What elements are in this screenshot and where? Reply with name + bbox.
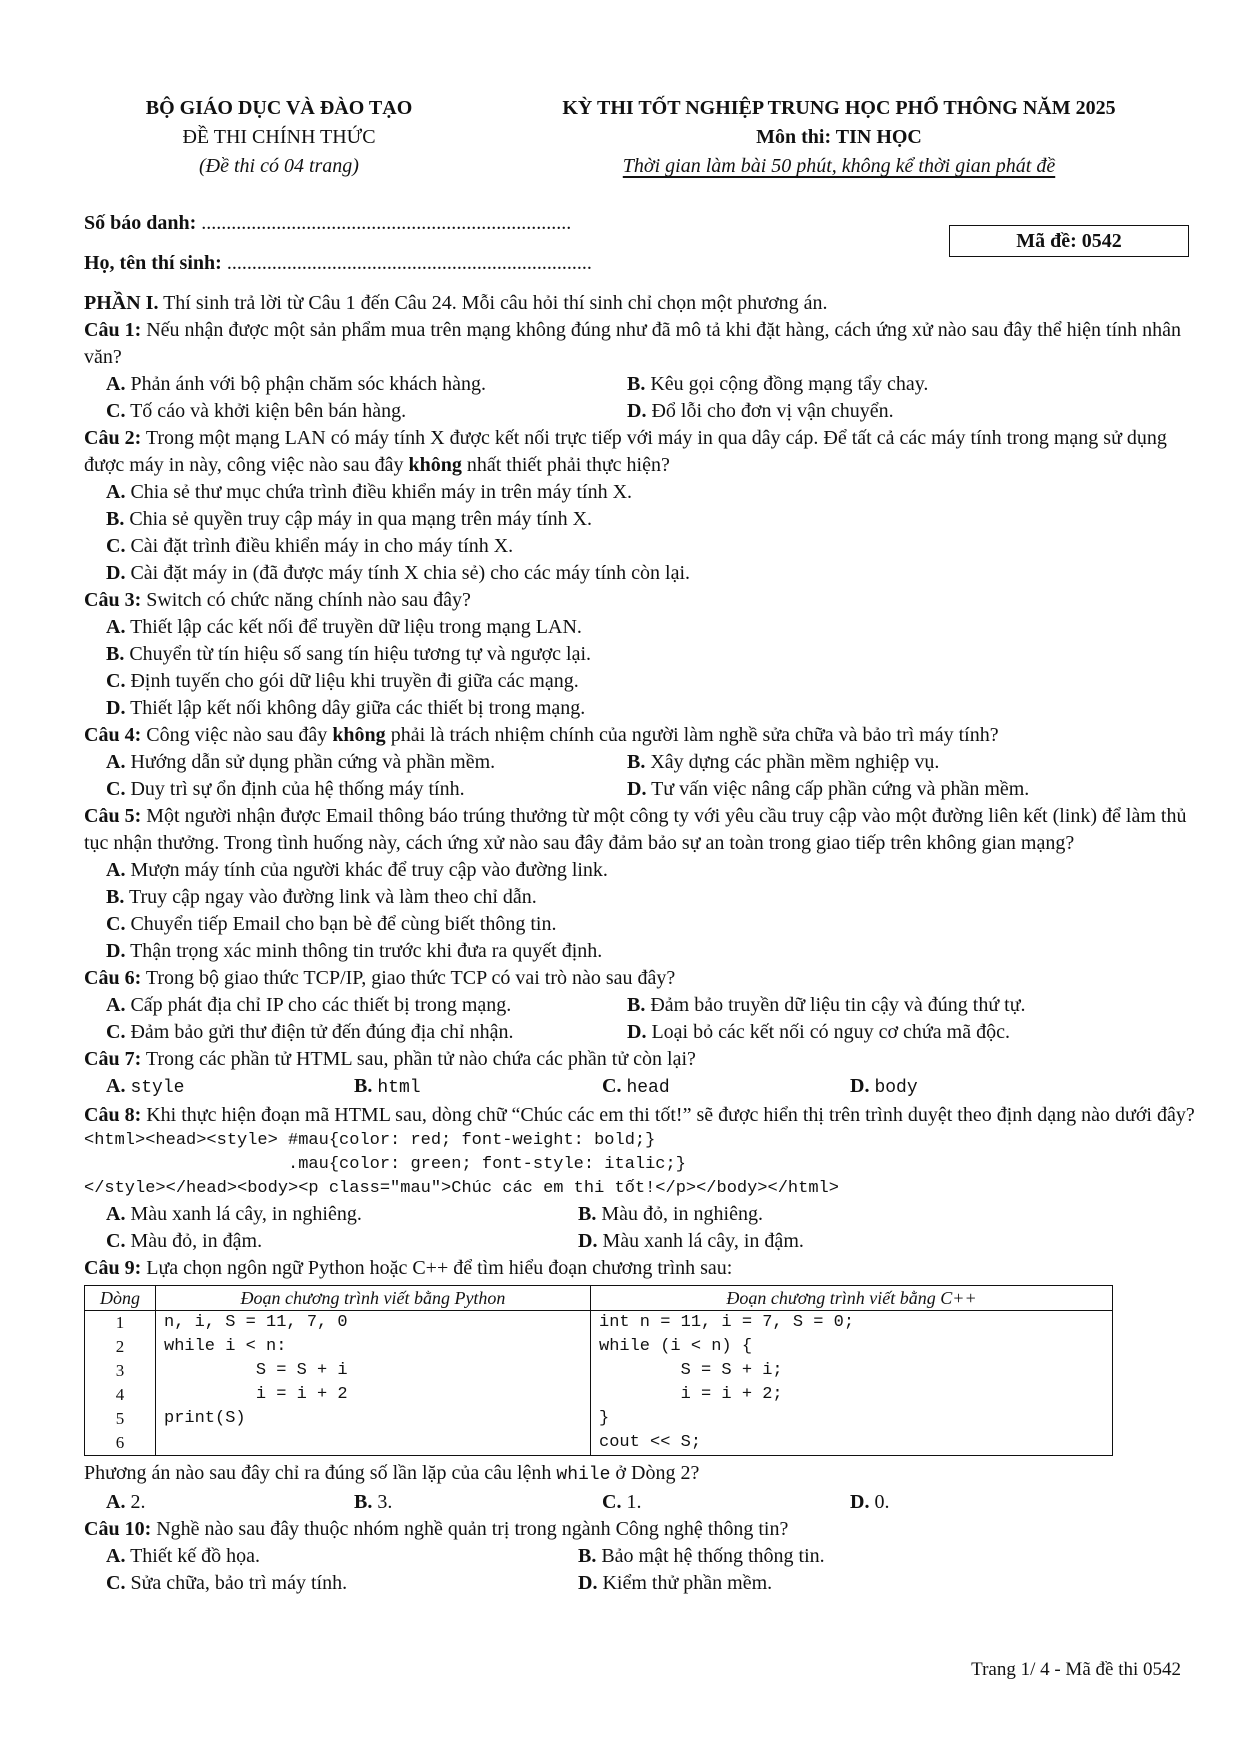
q5-option-c: C. Chuyển tiếp Email cho bạn bè để cùng biết thông tin. — [106, 913, 557, 935]
q6-option-b: B. Đảm bảo truyền dữ liệu tin cậy và đúng thứ tự. — [627, 994, 1026, 1016]
q5-label: Câu 5: — [84, 805, 142, 827]
q9-python-code: n, i, S = 11, 7, 0 while i < n: S = S + i i = i + 2 print(S) — [156, 1311, 591, 1456]
q6-options-row1 — [84, 992, 1202, 1019]
q9-option-d: D. 0. — [850, 1491, 890, 1513]
q3-option-d: D. Thiết lập kết nối không dây giữa các thiết bị trong mạng. — [106, 697, 586, 719]
q8-code-line-1: <html><head><style> #mau{color: red; font-weight: bold;} — [84, 1131, 656, 1150]
q6-option-d: D. Loại bỏ các kết nối có nguy cơ chứa mã độc. — [627, 1021, 1010, 1043]
q6-options-row2 — [84, 1019, 1202, 1046]
q9-code-rows — [85, 1311, 1113, 1456]
exam-code-box: Mã đề: 0542 — [949, 225, 1189, 257]
question-6: Câu 6: Trong bộ giao thức TCP/IP, giao thức TCP có vai trò nào sau đây? — [84, 967, 676, 989]
q5-option-d: D. Thận trọng xác minh thông tin trước khi đưa ra quyết định. — [106, 940, 603, 962]
question-5: Câu 5: Một người nhận được Email thông báo trúng thưởng từ một công ty với yêu cầu truy cập vào một đường liên kết (link) để làm thủ tục nhận thưởng. Trong tình huống này, cách ứng xử nào sau đây đảm bảo sự an toàn trong giao tiếp trên không gian mạng? — [84, 805, 1187, 854]
q8-code-line-2: .mau{color: green; font-style: italic;} — [84, 1155, 686, 1174]
q2-option-a: A. Chia sẻ thư mục chứa trình điều khiển máy in trên máy tính X. — [106, 481, 633, 503]
q9-code-table — [84, 1285, 1113, 1456]
q3-option-b: B. Chuyển từ tín hiệu số sang tín hiệu tương tự và ngược lại. — [106, 643, 592, 665]
q2-option-d: D. Cài đặt máy in (đã được máy tính X chia sẻ) cho các máy tính còn lại. — [106, 562, 691, 584]
q9-label: Câu 9: — [84, 1257, 142, 1279]
candidate-id-line — [84, 212, 571, 235]
q1-text: Nếu nhận được một sản phẩm mua trên mạng không đúng như đã mô tả khi đặt hàng, cách ứng xử nào sau đây thể hiện tính nhân văn? — [84, 319, 1182, 368]
q4-option-a: A. Hướng dẫn sử dụng phần cứng và phần mềm. — [106, 751, 496, 773]
q4-option-c: C. Duy trì sự ổn định của hệ thống máy tính. — [106, 778, 465, 800]
exam-content — [84, 290, 1202, 1597]
question-2: Câu 2: Trong một mạng LAN có máy tính X được kết nối trực tiếp với máy in qua dây cáp. Để tất cả các máy tính trong mạng sử dụng được máy in này, công việc nào sau đây không nhất thiết phải thực hiện? — [84, 427, 1167, 476]
q10-option-d: D. Kiểm thử phần mềm. — [578, 1572, 773, 1594]
q6-label: Câu 6: — [84, 967, 142, 989]
q4-options-row2 — [84, 776, 1202, 803]
q7-option-c: C. head — [602, 1075, 670, 1098]
candidate-name-line — [84, 252, 592, 275]
q3-option-c: C. Định tuyến cho gói dữ liệu khi truyền đi giữa các mạng. — [106, 670, 579, 692]
q8-option-c: C. Màu đỏ, in đậm. — [106, 1230, 263, 1252]
q8-option-a: A. Màu xanh lá cây, in nghiêng. — [106, 1203, 362, 1225]
q9-cpp-code: int n = 11, i = 7, S = 0; while (i < n) { S = S + i; i = i + 2; } cout << S; — [591, 1311, 1113, 1456]
q6-option-a: A. Cấp phát địa chỉ IP cho các thiết bị trong mạng. — [106, 994, 512, 1016]
q9-line-numbers: 1 2 3 4 5 6 — [85, 1311, 156, 1456]
q7-option-b: B. html — [354, 1075, 421, 1098]
part1-heading — [84, 290, 1202, 317]
part1-label: PHẦN I. — [84, 292, 159, 314]
q2-option-b: B. Chia sẻ quyền truy cập máy in qua mạng trên máy tính X. — [106, 508, 593, 530]
q2-label: Câu 2: — [84, 427, 142, 449]
q3-label: Câu 3: — [84, 589, 142, 611]
q10-option-b: B. Bảo mật hệ thống thông tin. — [578, 1545, 825, 1567]
q8-label: Câu 8: — [84, 1104, 142, 1126]
question-3: Câu 3: Switch có chức năng chính nào sau đây? — [84, 589, 471, 611]
candidate-id-label: Số báo danh: — [84, 212, 197, 234]
page-footer: Trang 1/ 4 - Mã đề thi 0542 — [971, 1659, 1181, 1680]
q10-option-c: C. Sửa chữa, bảo trì máy tính. — [106, 1572, 348, 1594]
q7-option-a: A. style — [106, 1075, 185, 1098]
pages-note: (Đề thi có 04 trang) — [199, 155, 359, 177]
q9-question: Phương án nào sau đây chỉ ra đúng số lần lặp của câu lệnh while ở Dòng 2? — [84, 1462, 700, 1485]
q2-option-c: C. Cài đặt trình điều khiển máy in cho máy tính X. — [106, 535, 514, 557]
q9-table-header — [85, 1286, 1113, 1311]
q9-col-python: Đoạn chương trình viết bằng Python — [156, 1286, 591, 1311]
q9-option-a: A. 2. — [106, 1491, 146, 1513]
q4-options-row1 — [84, 749, 1202, 776]
q4-label: Câu 4: — [84, 724, 142, 746]
q5-option-a: A. Mượn máy tính của người khác để truy cập vào đường link. — [106, 859, 608, 881]
q1-option-d: D. Đổ lỗi cho đơn vị vận chuyển. — [627, 400, 894, 422]
q4-option-b: B. Xây dựng các phần mềm nghiệp vụ. — [627, 751, 940, 773]
q10-options-row2 — [84, 1570, 1202, 1597]
q1-options-row2 — [84, 398, 1202, 425]
question-10: Câu 10: Nghề nào sau đây thuộc nhóm nghề quản trị trong ngành Công nghệ thông tin? — [84, 1518, 789, 1540]
candidate-name-dots: ......................................................................... — [226, 252, 592, 274]
candidate-id-dots: .......................................................................... — [201, 212, 572, 234]
part1-text: Thí sinh trả lời từ Câu 1 đến Câu 24. Mỗi câu hỏi thí sinh chỉ chọn một phương án. — [158, 292, 828, 314]
question-1 — [84, 317, 1202, 371]
q7-label: Câu 7: — [84, 1048, 142, 1070]
q1-option-a: A. Phản ánh với bộ phận chăm sóc khách hàng. — [106, 373, 486, 395]
exam-type: ĐỀ THI CHÍNH THỨC — [182, 126, 376, 148]
question-8: Câu 8: Khi thực hiện đoạn mã HTML sau, dòng chữ “Chúc các em thi tốt!” sẽ được hiển thị trên trình duyệt theo định dạng nào dưới đây? — [84, 1104, 1195, 1126]
q9-col-line: Dòng — [85, 1286, 156, 1311]
q1-options-row1 — [84, 371, 1202, 398]
q8-code-line-3: </style></head><body><p class="mau">Chúc các em thi tốt!</p></body></html> — [84, 1179, 839, 1198]
q8-option-b: B. Màu đỏ, in nghiêng. — [578, 1203, 763, 1225]
q7-option-d: D. body — [850, 1075, 918, 1098]
question-7: Câu 7: Trong các phần tử HTML sau, phần tử nào chứa các phần tử còn lại? — [84, 1048, 696, 1070]
ministry-name: BỘ GIÁO DỤC VÀ ĐÀO TẠO — [145, 97, 413, 119]
q10-option-a: A. Thiết kế đồ họa. — [106, 1545, 261, 1567]
candidate-name-label: Họ, tên thí sinh: — [84, 252, 222, 274]
q3-option-a: A. Thiết lập các kết nối để truyền dữ liệu trong mạng LAN. — [106, 616, 582, 638]
q4-option-d: D. Tư vấn việc nâng cấp phần cứng và phần mềm. — [627, 778, 1030, 800]
q7-options — [84, 1073, 1202, 1102]
q1-label: Câu 1: — [84, 319, 142, 341]
q1-option-b: B. Kêu gọi cộng đồng mạng tẩy chay. — [627, 373, 929, 395]
q1-option-c: C. Tố cáo và khởi kiện bên bán hàng. — [106, 400, 407, 422]
q9-option-c: C. 1. — [602, 1491, 642, 1513]
q6-option-c: C. Đảm bảo gửi thư điện tử đến đúng địa chỉ nhận. — [106, 1021, 514, 1043]
question-4: Câu 4: Công việc nào sau đây không phải là trách nhiệm chính của người làm nghề sửa chữa và bảo trì máy tính? — [84, 724, 999, 746]
q9-option-b: B. 3. — [354, 1491, 393, 1513]
subject: Môn thi: TIN HỌC — [756, 126, 922, 148]
q9-options — [84, 1489, 1202, 1516]
q10-options-row1 — [84, 1543, 1202, 1570]
q9-col-cpp: Đoạn chương trình viết bằng C++ — [591, 1286, 1113, 1311]
q8-options-row2 — [84, 1228, 1202, 1255]
q8-options-row1 — [84, 1201, 1202, 1228]
q10-label: Câu 10: — [84, 1518, 152, 1540]
header-left — [84, 94, 474, 181]
question-9: Câu 9: Lựa chọn ngôn ngữ Python hoặc C++ để tìm hiểu đoạn chương trình sau: — [84, 1257, 733, 1279]
q8-option-d: D. Màu xanh lá cây, in đậm. — [578, 1230, 804, 1252]
q5-option-b: B. Truy cập ngay vào đường link và làm theo chỉ dẫn. — [106, 886, 537, 908]
exam-title: KỲ THI TỐT NGHIỆP TRUNG HỌC PHỔ THÔNG NĂM 2025 — [562, 97, 1116, 119]
header-right — [478, 94, 1200, 181]
time-note: Thời gian làm bài 50 phút, không kể thời gian phát đề — [622, 155, 1056, 177]
